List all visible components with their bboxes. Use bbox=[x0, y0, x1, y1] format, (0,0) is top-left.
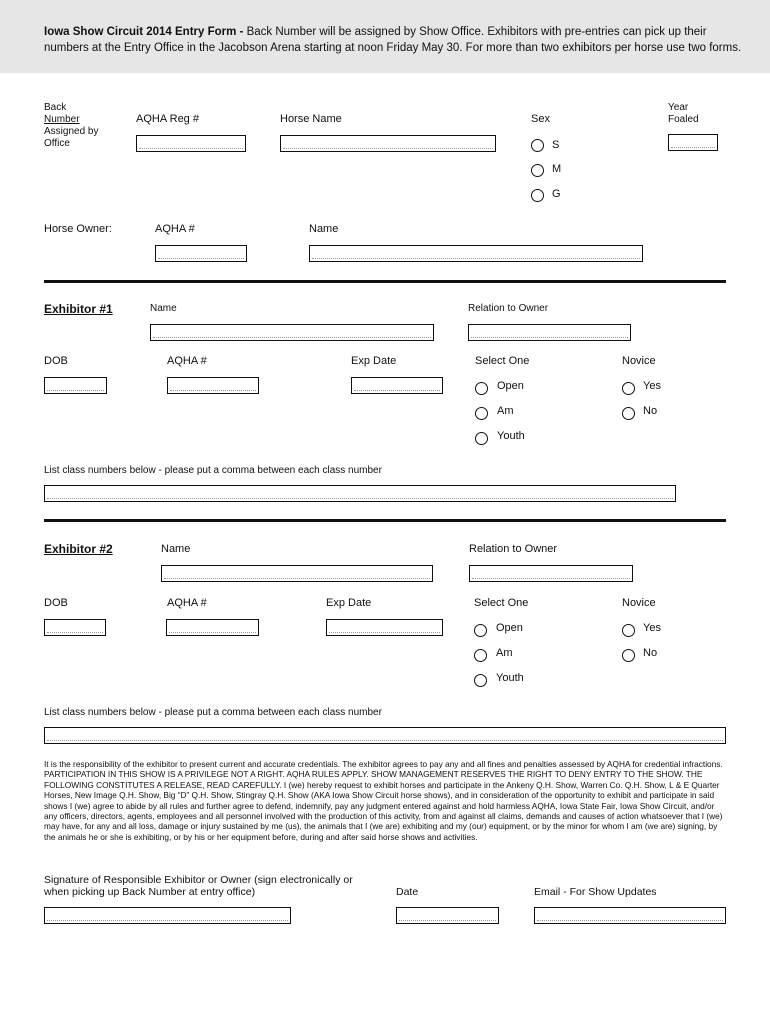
exhibitor1-option-yes: Yes bbox=[643, 380, 661, 392]
exhibitor2-exp-input[interactable] bbox=[326, 619, 443, 636]
exhibitor1-class-label: List class numbers below - please put a comma between each class number bbox=[44, 465, 382, 476]
exhibitor2-radio-no[interactable] bbox=[622, 649, 635, 662]
exhibitor2-aqha-label: AQHA # bbox=[167, 597, 207, 609]
exhibitor1-aqha-input[interactable] bbox=[167, 377, 259, 394]
exhibitor1-radio-am[interactable] bbox=[475, 407, 488, 420]
year-foaled-label-1: Year bbox=[668, 102, 689, 113]
section-divider bbox=[44, 519, 726, 522]
exhibitor1-relation-label: Relation to Owner bbox=[468, 303, 549, 314]
owner-aqha-label: AQHA # bbox=[155, 223, 195, 235]
exhibitor2-option-youth: Youth bbox=[496, 672, 524, 684]
exhibitor2-option-am: Am bbox=[496, 647, 513, 659]
exhibitor1-name-input[interactable] bbox=[150, 324, 434, 341]
date-input[interactable] bbox=[396, 907, 499, 924]
sex-label: Sex bbox=[531, 113, 550, 125]
exhibitor1-option-youth: Youth bbox=[497, 430, 525, 442]
year-foaled-label-2: Foaled bbox=[668, 114, 699, 125]
exhibitor2-select-label: Select One bbox=[474, 597, 529, 609]
owner-aqha-input[interactable] bbox=[155, 245, 247, 262]
email-input[interactable] bbox=[534, 907, 726, 924]
sex-option-g: G bbox=[552, 188, 561, 200]
horse-owner-label: Horse Owner: bbox=[44, 223, 112, 235]
release-text: It is the responsibility of the exhibitor to present current and accurate credentials. The exhibitor agrees to pay any and all fines and penalties assessed by AQHA for credential infractions. PARTICIPATION IN THIS SHOW IS A PRIVILEGE NOT A RIGHT. AQHA RULES APPLY. SHOW MANAGEMENT RESERVES THE RIGHT TO DENY ENTRY TO THE SHOW. THE FOLLOWING CONSTITUTES A RELEASE, READ CAREFULLY. I (we) hereby request to exhibit horses and participate in the Ankeny Q.H. Show, Warren Co. Q.H. Show, L & E Quarter Horses, New Image Q.H. Show, Big “D” Q.H. Show, Stingray Q.H. Show (AKA Iowa Show Circuit horse shows), and in consideration of the opportunity to exhibit and participate in said shows I (we) agree to abide by all rules and further agree to defend, indemnify, pay any judgment entered against and hold harmless AQHA, Iowa State Fair, Iowa Show Circuit, and/or any officers, directors, agents, employees and all personnel involved with the production of this activity, from and against all claims, demands and causes of action whatsoever that I (we) may have, for any and all loss, damage or injury sustained by me (us), the animals that I (we are) exhibiting and my (our) equipment, or by the minor for whom I am (we are) signing, by the animals he or she is exhibiting, or by his or her equipment before, during and after said horse shows and activities. bbox=[44, 759, 723, 842]
exhibitor2-aqha-input[interactable] bbox=[166, 619, 259, 636]
sex-radio-s[interactable] bbox=[531, 139, 544, 152]
exhibitor1-option-no: No bbox=[643, 405, 658, 417]
exhibitor2-option-open: Open bbox=[496, 622, 523, 634]
year-foaled-input[interactable] bbox=[668, 134, 718, 151]
exhibitor1-radio-open[interactable] bbox=[475, 382, 488, 395]
section-divider bbox=[44, 280, 726, 283]
exhibitor2-radio-youth[interactable] bbox=[474, 674, 487, 687]
email-label: Email - For Show Updates bbox=[534, 886, 657, 898]
exhibitor1-name-label: Name bbox=[150, 303, 177, 314]
exhibitor2-title: Exhibitor #2 bbox=[44, 542, 113, 556]
exhibitor2-dob-input[interactable] bbox=[44, 619, 106, 636]
exhibitor2-class-label: List class numbers below - please put a comma between each class number bbox=[44, 707, 382, 718]
exhibitor2-exp-label: Exp Date bbox=[326, 597, 372, 609]
exhibitor1-aqha-label: AQHA # bbox=[167, 355, 207, 367]
exhibitor1-relation-input[interactable] bbox=[468, 324, 631, 341]
exhibitor2-option-yes: Yes bbox=[643, 622, 661, 634]
exhibitor2-novice-label: Novice bbox=[622, 597, 656, 609]
exhibitor2-radio-am[interactable] bbox=[474, 649, 487, 662]
exhibitor2-name-label: Name bbox=[161, 543, 191, 555]
exhibitor1-title: Exhibitor #1 bbox=[44, 302, 113, 316]
exhibitor1-radio-no[interactable] bbox=[622, 407, 635, 420]
sex-option-s: S bbox=[552, 139, 560, 151]
exhibitor1-exp-label: Exp Date bbox=[351, 355, 397, 367]
aqha-reg-input[interactable] bbox=[136, 135, 246, 152]
owner-name-label: Name bbox=[309, 223, 339, 235]
back-number-label-4: Office bbox=[44, 138, 70, 149]
owner-name-input[interactable] bbox=[309, 245, 643, 262]
signature-label-1: Signature of Responsible Exhibitor or Owner (sign electronically or bbox=[44, 874, 353, 886]
exhibitor2-name-input[interactable] bbox=[161, 565, 433, 582]
horse-name-input[interactable] bbox=[280, 135, 496, 152]
exhibitor1-class-input[interactable] bbox=[44, 485, 676, 502]
exhibitor2-radio-yes[interactable] bbox=[622, 624, 635, 637]
exhibitor1-dob-label: DOB bbox=[44, 355, 68, 367]
exhibitor2-option-no: No bbox=[643, 647, 658, 659]
exhibitor2-dob-label: DOB bbox=[44, 597, 68, 609]
aqha-reg-label: AQHA Reg # bbox=[136, 113, 199, 125]
exhibitor1-radio-yes[interactable] bbox=[622, 382, 635, 395]
signature-label-2: when picking up Back Number at entry office) bbox=[44, 886, 256, 898]
header-instructions: Back Number will be assigned by Show Office. Exhibitors with pre-entries can pick up their numbers at the Entry Office in the Jacobson Arena starting at noon Friday May 30. For more than two exhibitors per horse use two forms. bbox=[44, 26, 742, 54]
exhibitor2-relation-label: Relation to Owner bbox=[469, 543, 558, 555]
signature-input[interactable] bbox=[44, 907, 291, 924]
exhibitor1-option-am: Am bbox=[497, 405, 514, 417]
form-title: Iowa Show Circuit 2014 Entry Form - bbox=[44, 26, 244, 38]
exhibitor2-radio-open[interactable] bbox=[474, 624, 487, 637]
exhibitor1-dob-input[interactable] bbox=[44, 377, 107, 394]
sex-radio-m[interactable] bbox=[531, 164, 544, 177]
horse-name-label: Horse Name bbox=[280, 113, 342, 125]
back-number-label-3: Assigned by bbox=[44, 126, 99, 137]
exhibitor2-relation-input[interactable] bbox=[469, 565, 633, 582]
exhibitor2-class-input[interactable] bbox=[44, 727, 726, 744]
back-number-label-1: Back bbox=[44, 102, 67, 113]
sex-option-m: M bbox=[552, 163, 562, 175]
exhibitor1-radio-youth[interactable] bbox=[475, 432, 488, 445]
back-number-label-2: Number bbox=[44, 114, 80, 125]
exhibitor1-select-label: Select One bbox=[475, 355, 530, 367]
exhibitor1-novice-label: Novice bbox=[622, 355, 656, 367]
exhibitor1-option-open: Open bbox=[497, 380, 524, 392]
exhibitor1-exp-input[interactable] bbox=[351, 377, 443, 394]
date-label: Date bbox=[396, 886, 419, 898]
sex-radio-g[interactable] bbox=[531, 189, 544, 202]
header-text bbox=[44, 24, 744, 56]
